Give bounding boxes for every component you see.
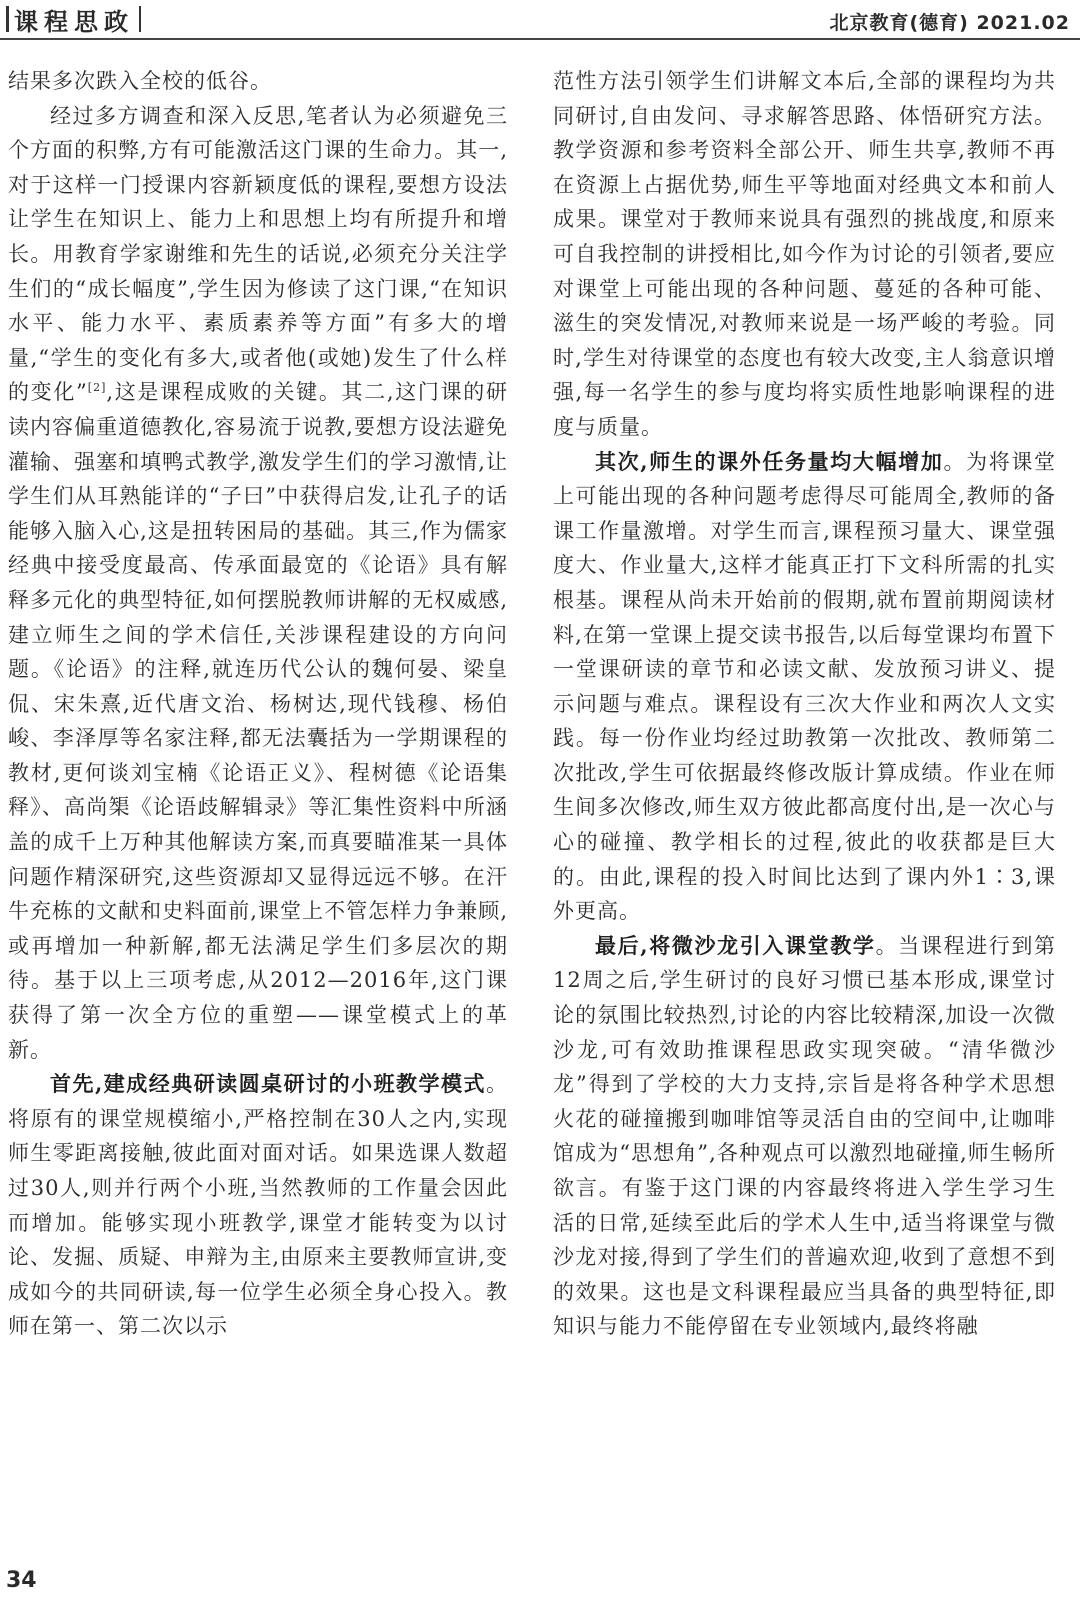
paragraph-text: 。为将课堂上可能出现的各种问题考虑得尽可能周全,教师的备课工作量激增。对学生而言,课程预习量大、课堂强度大、作业量大,这样才能真正打下文科所需的扎实根基。课程从尚未开始前的假期,就布置前期阅读材料,在第一堂课上提交读书报告,以后每堂课均布置下一堂课研读的章节和必读文献、发放预习讲义、提示问题与难点。课程设有三次大作业和两次人文实践。每一份作业均经过助教第一次批改、教师第二次批改,学生可依据最终修改版计算成绩。作业在师生间多次修改,师生双方彼此都高度付出,是一次心与心的碰撞、教学相长的过程,彼此的收获都是巨大的。由此,课程的投入时间比达到了课内外1∶3,课外更高。	[553, 449, 1057, 924]
paragraph-text: 。将原有的课堂规模缩小,严格控制在30人之内,实现师生零距离接触,彼此面对面对话。如果选课人数超过30人,则并行两个小班,当然教师的工作量会因此而增加。能够实现小班教学,课堂才能转变为以讨论、发掘、质疑、申辩为主,由原来主要教师宣讲,变成如今的共同研读,每一位学生必须全身心投入。教师在第一、第二次以示	[8, 1072, 508, 1339]
paragraph-text: ,这是课程成败的关键。其二,这门课的研读内容偏重道德教化,容易流于说教,要想方设法避免灌输、强塞和填鸭式教学,激发学生们的学习激情,让学生们从耳熟能详的“子曰”中获得启发,让孔子的话能够入脑入心,这是扭转困局的基础。其三,作为儒家经典中接受度最高、传承面最宽的《论语》具有解释多元化的典型特征,如何摆脱教师讲解的无权威感,建立师生之间的学术信任,关涉课程建设的方向问题。《论语》的注释,就连历代公认的魏何晏、梁皇侃、宋朱熹,近代唐文治、杨树达,现代钱穆、杨伯峻、李泽厚等名家注释,都无法囊括为一学期课程的教材,更何谈刘宝楠《论语正义》、程树德《论语集释》、高尚榘《论语歧解辑录》等汇集性资料中所涵盖的成千上万种其他解读方案,而真要瞄准某一具体问题作精深研究,这些资源却又显得远远不够。在汗牛充栋的文献和史料面前,课堂上不管怎样力争兼顾,或再增加一种新解,都无法满足学生们多层次的期待。基于以上三项考虑,从2012—2016年,这门课获得了第一次全方位的重塑——课堂模式上的革新。	[8, 380, 508, 1062]
paragraph	[8, 99, 508, 1068]
divider-bar	[8, 6, 9, 32]
paragraph-text: 。当课程进行到第12周之后,学生研讨的良好习惯已基本形成,课堂讨论的氛围比较热烈,讨论的内容比较精深,加设一次微沙龙,可有效助推课程思政实现突破。“清华微沙龙”得到了学校的大力支持,宗旨是将各种学术思想火花的碰撞搬到咖啡馆等灵活自由的空间中,让咖啡馆成为“思想角”,各种观点可以激烈地碰撞,师生畅所欲言。有鉴于这门课的内容最终将进入学生学习生活的日常,延续至此后的学术人生中,适当将课堂与微沙龙对接,得到了学生们的普遍欢迎,收到了意想不到的效果。这也是文科课程最应当具备的典型特征,即知识与能力不能停留在专业领域内,最终将融	[553, 933, 1057, 1339]
section-label-box	[6, 4, 141, 34]
paragraph	[553, 929, 1056, 1344]
paragraph-lead: 最后,将微沙龙引入课堂教学	[595, 932, 876, 958]
paragraph-text: 经过多方调查和深入反思,笔者认为必须避免三个方面的积弊,方有可能激活这门课的生命力。其一,对于这样一门授课内容新颖度低的课程,要想方设法让学生在知识上、能力上和思想上均有所提升和增长。用教育学家谢维和先生的话说,必须充分关注学生们的“成长幅度”,学生因为修读了这门课,“在知识水平、能力水平、素质素养等方面”有多大的增量,“学生的变化有多大,或者他(或她)发生了什么样的变化”	[8, 103, 508, 405]
left-column	[8, 64, 508, 1344]
section-label: 课程思政	[14, 7, 134, 36]
header-rule	[0, 38, 1080, 40]
paragraph: 结果多次跌入全校的低谷。	[8, 69, 272, 93]
paragraph-lead: 其次,师生的课外任务量均大幅增加	[595, 448, 944, 474]
right-column	[553, 64, 1056, 1344]
paragraph	[553, 445, 1056, 929]
paragraph: 范性方法引领学生们讲解文本后,全部的课程均为共同研讨,自由发问、寻求解答思路、体悟研究方法。教学资源和参考资料全部公开、师生共享,教师不再在资源上占据优势,师生平等地面对经典文本和前人成果。课堂对于教师来说具有强烈的挑战度,和原来可自我控制的讲授相比,如今作为讨论的引领者,要应对课堂上可能出现的各种问题、蔓延的各种可能、滋生的突发情况,对教师来说是一场严峻的考验。同时,学生对待课堂的态度也有较大改变,主人翁意识增强,每一名学生的参与度均将实质性地影响课程的进度与质量。	[553, 69, 1056, 439]
divider-bar	[139, 6, 141, 32]
page-header	[0, 0, 1080, 40]
page-number: 34	[6, 1568, 37, 1593]
paragraph	[8, 1067, 508, 1344]
paragraph-lead: 首先,建成经典研读圆桌研讨的小班教学模式	[50, 1071, 486, 1097]
citation-ref: [2]	[87, 381, 107, 395]
journal-issue: 北京教育(德育) 2021.02	[829, 12, 1070, 34]
